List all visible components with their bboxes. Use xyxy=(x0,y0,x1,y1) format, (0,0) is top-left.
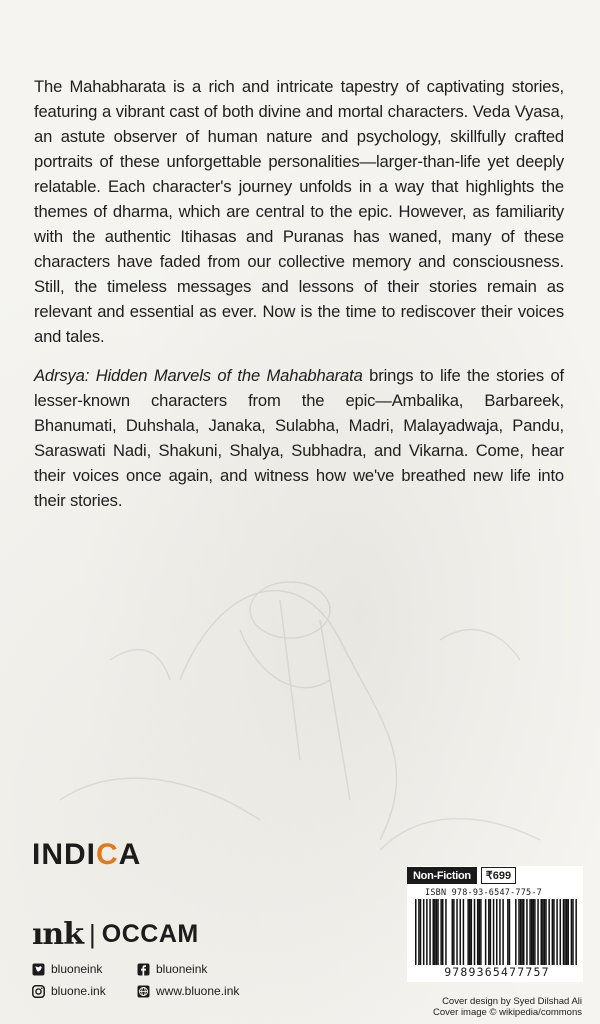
ink-logo: ınk xyxy=(32,916,83,952)
social-links xyxy=(32,962,292,998)
barcode-bar xyxy=(509,899,511,965)
social-website[interactable] xyxy=(137,984,287,998)
barcode-bar xyxy=(471,899,473,965)
genre-label: Non-Fiction xyxy=(407,867,477,884)
barcode-bar xyxy=(490,899,492,965)
barcode-bar xyxy=(437,899,439,965)
barcode-bar xyxy=(507,899,509,965)
instagram-handle: bluone.ink xyxy=(51,984,106,998)
indica-logo-accent: C xyxy=(96,838,119,871)
barcode-bar xyxy=(480,899,482,965)
barcode-bar xyxy=(515,899,517,965)
barcode-bar xyxy=(440,899,442,965)
barcode-bar xyxy=(560,899,562,965)
barcode-header xyxy=(407,866,583,885)
barcode-bar xyxy=(436,899,438,965)
barcode-bar xyxy=(493,899,495,965)
barcode-bar xyxy=(533,899,535,965)
barcode-bar xyxy=(488,899,490,965)
blurb-paragraph-1: The Mahabharata is a rich and intricate tapestry of captivating stories, featuring a vibrant cast of both divine and mortal characters. Veda Vyasa, an astute observer of human nature and psychology, skillfully crafted portraits of these unforgettable personalities—larger-than-life yet deeply relatable. Each character's journey unfolds in a way that highlights the themes of dharma, which are central to the epic. However, as familiarity with the authentic Itihasas and Puranas has waned, many of these characters have faded from our collective memory and consciousness. Still, the timeless messages and lessons of their stories remain as relevant and essential as ever. Now is the time to rediscover their voices and tales. xyxy=(34,77,564,346)
barcode-bar xyxy=(553,899,555,965)
indica-logo-text-1: INDI xyxy=(32,838,96,871)
barcode-bar xyxy=(463,899,465,965)
barcode-bars xyxy=(415,899,577,965)
barcode-bar xyxy=(434,899,436,965)
barcode-bar xyxy=(429,899,431,965)
barcode-number: 9789365477757 xyxy=(444,965,550,979)
barcode-bar xyxy=(563,899,565,965)
barcode-bar xyxy=(523,899,525,965)
barcode-bar xyxy=(485,899,487,965)
barcode-bar xyxy=(556,899,558,965)
website-url: www.bluone.ink xyxy=(156,984,240,998)
barcode-bar xyxy=(552,899,554,965)
barcode-bar xyxy=(477,899,479,965)
price-label: ₹699 xyxy=(481,867,516,884)
barcode-bar xyxy=(502,899,504,965)
social-instagram[interactable] xyxy=(32,984,137,998)
barcode-bar xyxy=(453,899,455,965)
barcode-bar xyxy=(564,899,566,965)
facebook-icon xyxy=(137,963,150,976)
barcode-bar xyxy=(537,899,539,965)
barcode-bar xyxy=(540,899,542,965)
imprint-separator: | xyxy=(89,918,96,949)
barcode-bar xyxy=(420,899,422,965)
barcode-bar xyxy=(432,899,434,965)
barcode-bar xyxy=(575,899,577,965)
barcode-bar xyxy=(518,899,520,965)
blurb-paragraph-2-text: brings to life the stories of lesser-known characters from the epic—Ambalika, Barbareek, Bhanumati, Duhshala, Janaka, Sulabha, Madri, Malayadwaja, Pandu, Saraswati Nadi, Shakuni, Shalya, Subhadra, and Vikarna. Come, hear their voices once again, and witness how we've breathed new life into their stories. xyxy=(34,366,564,510)
barcode-bar xyxy=(426,899,428,965)
barcode-bar xyxy=(496,899,498,965)
barcode-bar xyxy=(571,899,573,965)
barcode-bar xyxy=(474,899,476,965)
cover-credits xyxy=(433,996,582,1018)
book-title: Adrsya: Hidden Marvels of the Mahabharata xyxy=(34,366,363,385)
barcode-block xyxy=(407,866,583,982)
twitter-handle: bluoneink xyxy=(51,962,103,976)
barcode-bar xyxy=(479,899,481,965)
indica-logo xyxy=(32,838,141,872)
blurb-paragraph-2 xyxy=(34,363,564,513)
barcode-bar xyxy=(418,899,420,965)
barcode-bar xyxy=(542,899,544,965)
barcode-bar xyxy=(567,899,569,965)
barcode-bar xyxy=(445,899,447,965)
imprint-logos xyxy=(32,914,199,954)
barcode-bar xyxy=(548,899,550,965)
globe-icon xyxy=(137,985,150,998)
barcode-bar xyxy=(566,899,568,965)
barcode-bar xyxy=(534,899,536,965)
barcode-bar xyxy=(544,899,546,965)
cover-image-credit: Cover image © wikipedia/commons xyxy=(432,1007,582,1018)
barcode-bar xyxy=(545,899,547,965)
facebook-handle: bluoneink xyxy=(156,962,208,976)
barcode-bar xyxy=(452,899,454,965)
indica-logo-text-2: A xyxy=(118,838,142,871)
barcode-bar xyxy=(423,899,425,965)
barcode-bar xyxy=(521,899,523,965)
barcode-bar xyxy=(529,899,531,965)
barcode-bar xyxy=(415,899,417,965)
barcode-bar xyxy=(456,899,458,965)
isbn-label: ISBN 978-93-6547-775-7 xyxy=(425,888,542,898)
barcode-bar xyxy=(499,899,501,965)
barcode-bar xyxy=(469,899,471,965)
barcode-bar xyxy=(526,899,528,965)
barcode-bar xyxy=(531,899,533,965)
instagram-icon xyxy=(32,985,45,998)
blurb-text xyxy=(34,74,564,527)
social-facebook[interactable] xyxy=(137,962,287,976)
barcode-bar xyxy=(459,899,461,965)
barcode-bar xyxy=(572,899,574,965)
barcode-bar xyxy=(442,899,444,965)
cover-design-credit: Cover design by Syed Dilshad Ali xyxy=(442,996,582,1007)
occam-logo: OCCAM xyxy=(101,919,199,948)
twitter-icon xyxy=(32,963,45,976)
barcode-bar xyxy=(467,899,469,965)
social-twitter[interactable] xyxy=(32,962,137,976)
barcode-bar xyxy=(520,899,522,965)
